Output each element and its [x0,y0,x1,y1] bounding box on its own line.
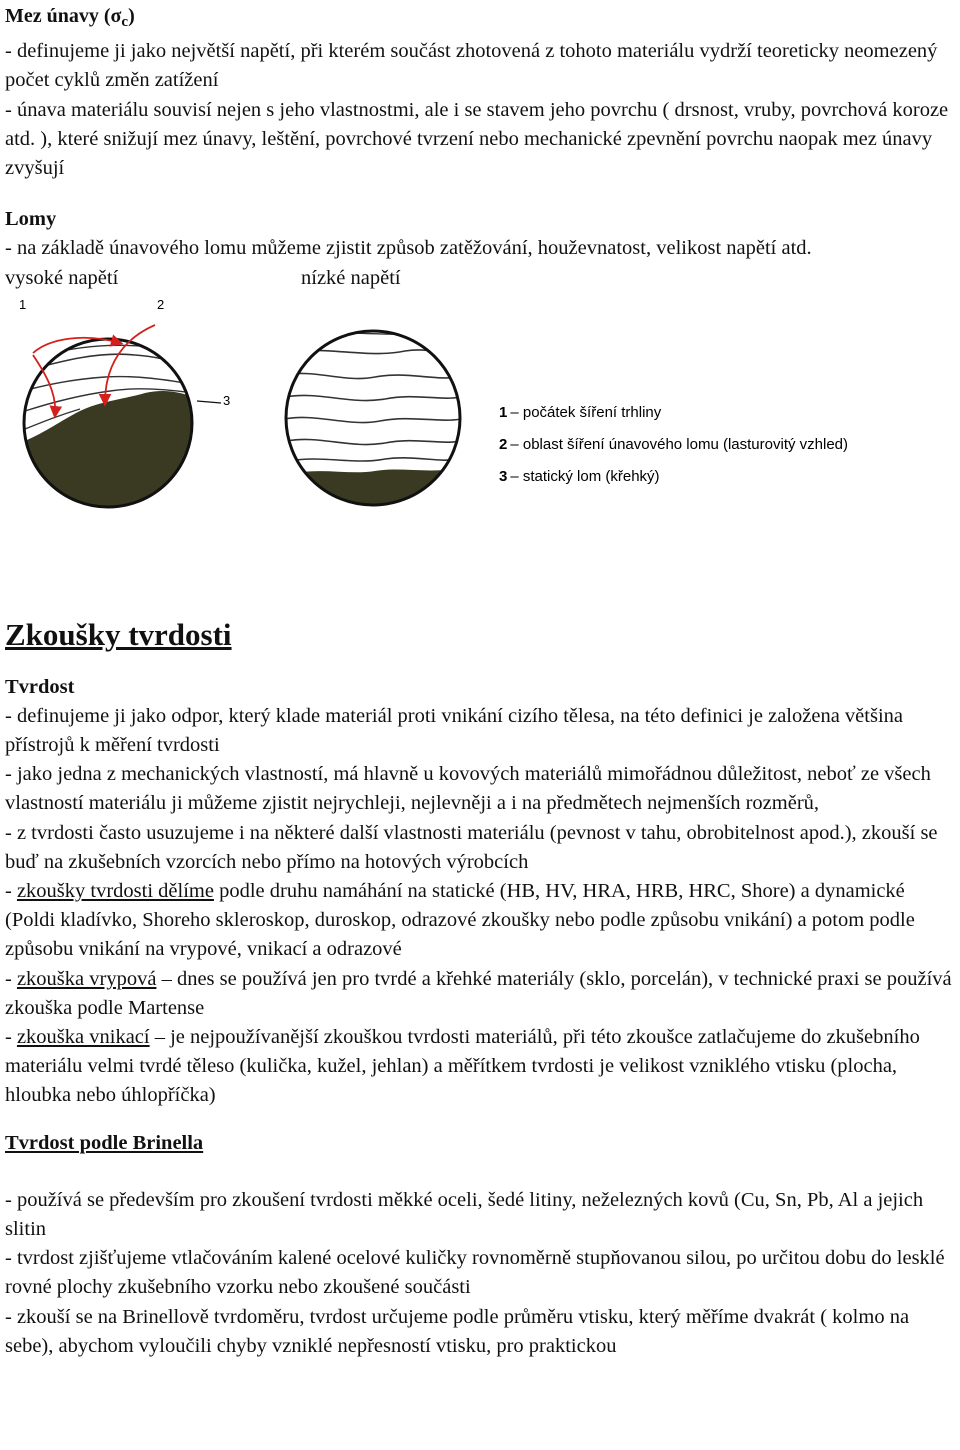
fracture-figure [5,293,957,543]
fatigue-paragraph-2: - únava materiálu souvisí nejen s jeho vlastnostmi, ale i se stavem jeho povrchu ( drsnost, vruby, povrchová koroze atd. ), které snižují mez únavy, leštění, povrchové tvrzení nebo mechanické zpevnění povrchu naopak mez únavy zvyšují [5,98,949,180]
p5-rest: – dnes se používá jen pro tvrdé a křehké materiály (sklo, porcelán), v technické praxi se používá zkouška podle Martense [5,967,952,1019]
fatigue-paragraph-1: - definujeme ji jako největší napětí, při kterém součást zhotovená z tohoto materiálu vydrží teoreticky neomezený počet cyklů změn zatížení [5,40,938,92]
fatigue-heading [5,2,957,37]
hardness-paragraph-5 [5,965,957,1023]
p6-rest: – je nejpoužívanější zkouškou tvrdosti materiálů, při této zkoušce zatlačujeme do zkušebního materiálu velmi tvrdé těleso (kulička, kužel, jehlan) a měřítkem tvrdosti je velikost vzniklého vtisku (plocha, hloubka nebo úhlopříčka) [5,1026,920,1107]
marker-2: 2 [157,296,165,312]
hardness-division-term: zkoušky tvrdosti dělíme [16,880,214,903]
p4-rest: podle druhu namáhání na statické (HB, HV, HRA, HRB, HRC, Shore) a dynamické (Poldi kladívko, Shoreho skleroskop, duroskop, odrazové zkoušky nebo podle způsobu vnikání) a potom podle způsobu vnikání na vrypové, vnikací a odrazové [5,880,915,961]
indentation-test-term: zkouška vnikací [16,1026,150,1049]
fracture-diagram [5,293,849,543]
fatigue-heading-subscript: c [121,14,129,30]
brinell-paragraph-3: - zkouší se na Brinellově tvrdoměru, tvrdost určujeme podle průměru vtisku, který měříme dvakrát ( kolmo na sebe), abychom vyloučili chyby vzniklé nepřesností vtisku, pro praktickou [5,1305,910,1357]
hardness-subheading: Tvrdost [5,675,75,698]
hardness-paragraph-6 [5,1023,957,1111]
brinell-paragraph-1: - používá se především pro zkoušení tvrdosti měkké oceli, šedé litiny, neželezných kovů (Cu, Sn, Pb, Al a jejich slitin [5,1188,924,1241]
brinell-paragraph-2: - tvrdost zjišťujeme vtlačováním kalené ocelové kuličky rovnoměrně stupňovanou silou, po určitou dobu do lesklé rovné plochy zkušebního vzorku nebo zkoušené součásti [5,1247,945,1299]
brinell-heading: Tvrdost podle Brinella [5,1131,204,1154]
legend-item-1: 1 – počátek šíření trhliny [499,403,662,421]
hardness-paragraph-3: - z tvrdosti často usuzujeme i na některé další vlastnosti materiálu (pevnost v tahu, obrobitelnost apod.), zkouší se buď na zkušebních vzorcích nebo přímo na hotových výrobcích [5,821,938,873]
marker-1: 1 [19,296,27,312]
fracture-legend [499,404,848,485]
hardness-paragraph-2: - jako jedna z mechanických vlastností, má hlavně u kovových materiálů mimořádnou důležitost, neboť ze všech vlastností materiálu ji můžeme zjistit nejrychleji, nejlevněji a i na předmětech nejmenších rozměrů, [5,763,931,815]
hardness-paragraph-1: - definujeme ji jako odpor, který klade materiál proti vnikání cizího tělesa, na této definici je založena většina přístrojů k měření tvrdosti [5,704,903,757]
fatigue-heading-suffix: ) [128,5,135,27]
scratch-test-term: zkouška vrypová [16,967,157,990]
document-page [5,0,957,1361]
hardness-paragraph-4 [5,877,957,965]
high-stress-label: vysoké napětí [5,266,119,289]
low-stress-label: nízké napětí [301,266,401,289]
high-stress-fracture-icon [15,325,221,513]
hardness-heading: Zkoušky tvrdosti [5,616,232,652]
fracture-labels [5,264,957,293]
fracture-heading: Lomy [5,208,57,231]
fracture-paragraph-1: - na základě únavového lomu můžeme zjistit způsob zatěžování, houževnatost, velikost napětí atd. [5,237,812,260]
marker-3: 3 [223,392,231,408]
legend-item-2: 2 – oblast šíření únavového lomu (lasturovitý vzhled) [499,435,849,453]
low-stress-fracture-icon [285,331,465,523]
legend-item-3: 3 – statický lom (křehký) [499,467,660,485]
p4-prefix: - [5,880,17,903]
fatigue-heading-text: Mez únavy (σ [5,5,122,27]
p5-prefix: - [5,967,17,990]
p6-prefix: - [5,1026,17,1049]
